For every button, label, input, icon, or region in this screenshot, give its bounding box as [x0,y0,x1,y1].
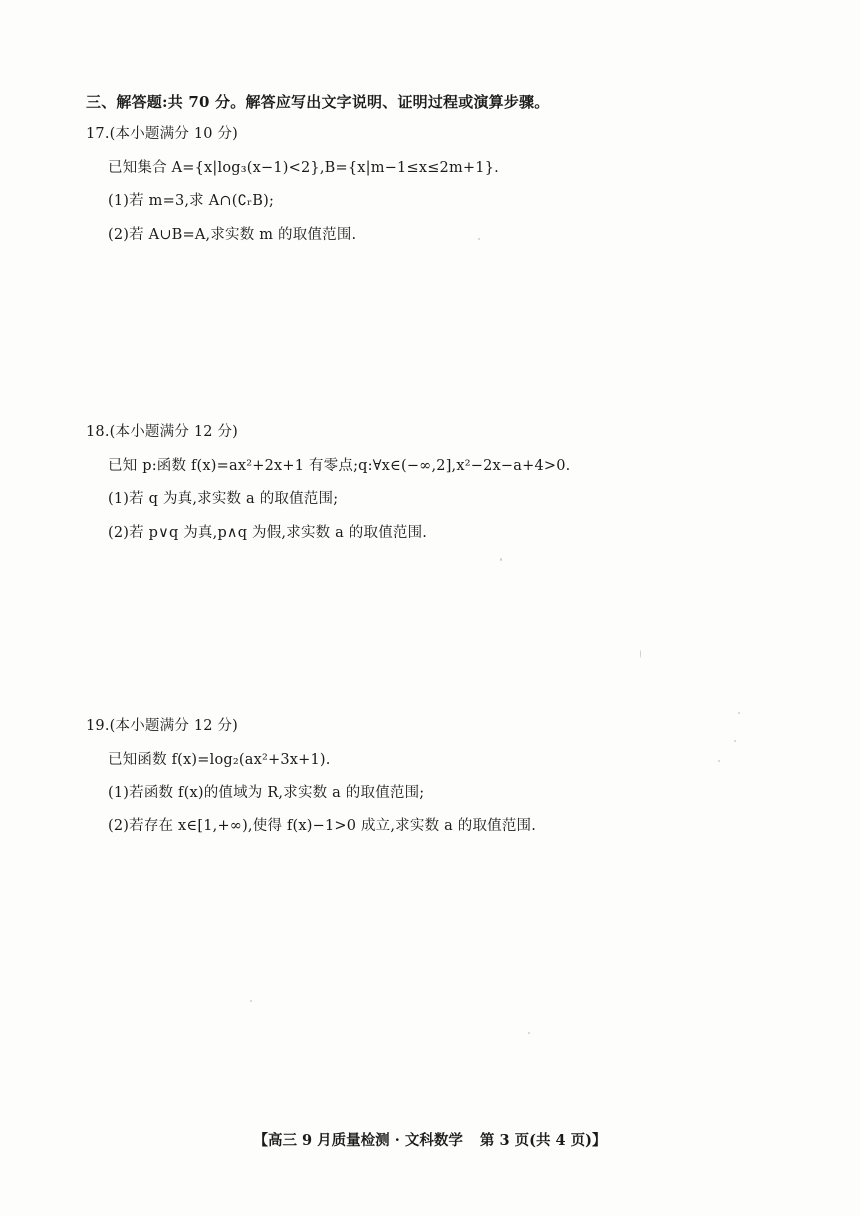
problem-17-part-1: (1)若 m=3,求 A∩(∁ᵣB); [108,193,275,209]
problem-18-part-1: (1)若 q 为真,求实数 a 的取值范围; [108,491,339,507]
section-heading: 三、解答题:共 70 分。解答应写出文字说明、证明过程或演算步骤。 [86,93,550,111]
problem-17-part-2: (2)若 A∪B=A,求实数 m 的取值范围. [108,227,357,243]
problem-19-stem: 已知函数 f(x)=log₂(ax²+3x+1). [108,752,331,768]
problem-19-number: 19.(本小题满分 12 分) [86,718,239,734]
scan-speck [640,650,641,658]
footer-exam: 【高三 9 月质量检测 [253,1132,390,1149]
problem-17-stem: 已知集合 A={x|log₃(x−1)<2},B={x|m−1≤x≤2m+1}. [108,160,499,176]
page-footer [0,1129,860,1150]
footer-page-info: 第 3 页(共 4 页)】 [479,1132,607,1149]
problem-17-number: 17.(本小题满分 10 分) [86,126,239,142]
problem-18-stem: 已知 p:函数 f(x)=ax²+2x+1 有零点;q:∀x∈(−∞,2],x²−2x−a+4>0. [108,458,571,474]
problem-19-part-2: (2)若存在 x∈[1,+∞),使得 f(x)−1>0 成立,求实数 a 的取值范围. [108,818,537,834]
problem-18-part-2: (2)若 p∨q 为真,p∧q 为假,求实数 a 的取值范围. [108,525,428,541]
scan-speck [718,760,720,762]
footer-subject: 文科数学 [404,1132,463,1149]
scan-speck [478,238,480,240]
scan-speck [528,1032,530,1034]
scan-speck [250,1000,252,1002]
scan-speck [734,740,736,742]
problem-19-part-1: (1)若函数 f(x)的值域为 R,求实数 a 的取值范围; [108,785,425,801]
footer-separator: · [394,1132,400,1149]
problem-18-number: 18.(本小题满分 12 分) [86,424,239,440]
scan-speck [500,558,502,561]
scan-speck [738,712,740,714]
